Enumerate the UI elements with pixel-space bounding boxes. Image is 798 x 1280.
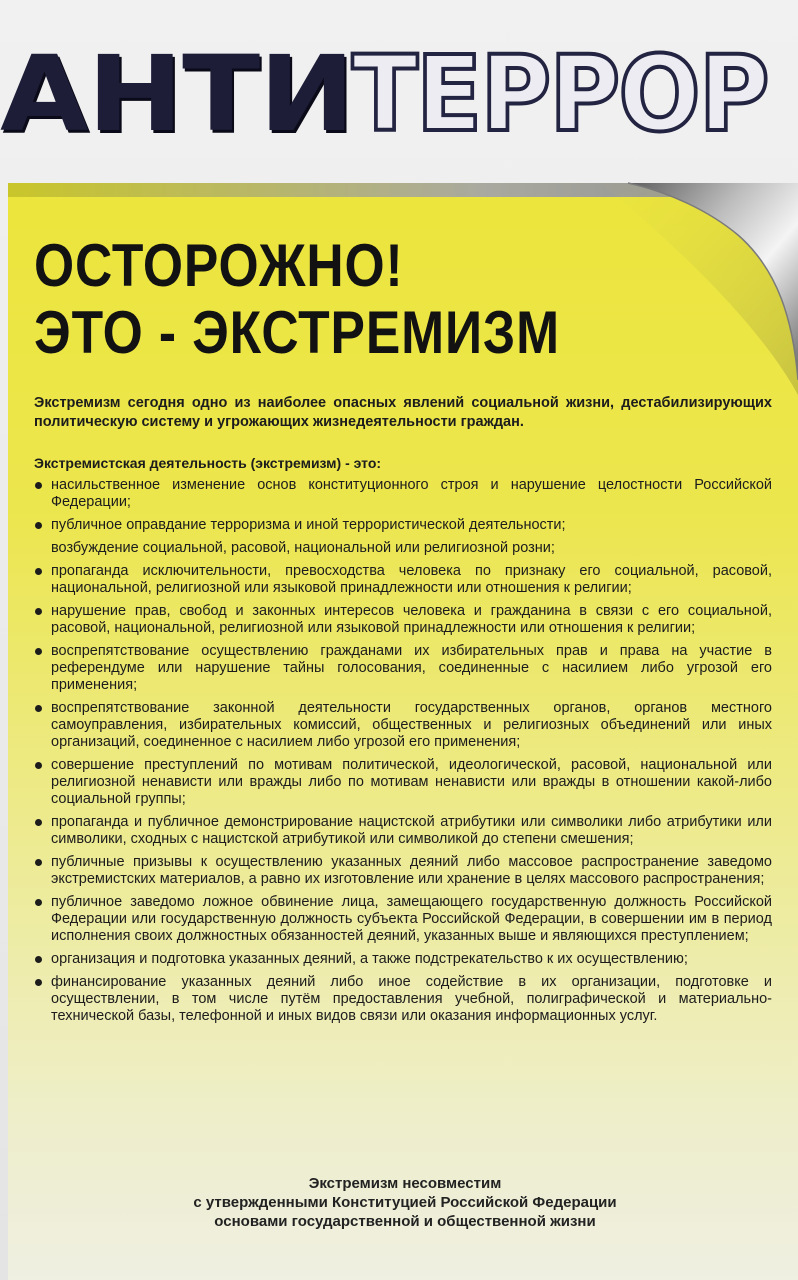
- header-terror-word: ТЕРРОР: [352, 34, 768, 154]
- intro-paragraph: Экстремизм сегодня одно из наиболее опасных явлений социальной жизни, дестабилизирующих политическую систему и угрожающих жизнедеятельности граждан.: [34, 395, 772, 430]
- list-heading: Экстремистская деятельность (экстремизм) - это:: [34, 455, 382, 471]
- list-item: финансирование указанных деяний либо иное содействие в их организации, подготовке и осуществлении, в том числе путём предоставления учебной, полиграфической и материально-технической базы, телефонной и иных видов связи или оказания информационных услуг.: [34, 974, 772, 1025]
- content: [34, 394, 772, 1031]
- list-item: публичное заведомо ложное обвинение лица, замещающего государственную должность Российской Федерации или государственную должность субъекта Российской Федерации, в совершении им в период исполнения своих должностных обязанностей деяний, указанных выше и являющихся преступлением;: [34, 894, 772, 945]
- header-banner: [0, 34, 798, 154]
- list-item: публичное оправдание терроризма и иной террористической деятельности;: [34, 517, 772, 534]
- list-item: публичные призывы к осуществлению указанных деяний либо массовое распространение заведомо экстремистских материалов, а равно их изготовление или хранение в целях массового распространения;: [34, 854, 772, 888]
- footer-line-2: с утвержденными Конституцией Российской Федерации: [193, 1194, 617, 1211]
- list-item: пропаганда и публичное демонстрирование нацистской атрибутики или символики либо атрибутики или символики, сходных с нацистской атрибутикой или символикой до степени смешения;: [34, 814, 772, 848]
- page-title: [34, 232, 560, 366]
- list-item: насильственное изменение основ конституционного строя и нарушение целостности Российской Федерации;: [34, 477, 772, 511]
- list-item: организация и подготовка указанных деяний, а также подстрекательство к их осуществлению;: [34, 951, 772, 968]
- list-item: совершение преступлений по мотивам политической, идеологической, расовой, национальной или религиозной ненависти или вражды либо по мотивам ненависти или вражды в отношении какой-либо социальной группы;: [34, 757, 772, 808]
- page-curl-icon: [588, 180, 798, 395]
- list-item: воспрепятствование законной деятельности государственных органов, органов местного самоуправления, избирательных комиссий, общественных и религиозных объединений или иных организаций, соединенное с насилием либо угрозой его применения;: [34, 700, 772, 751]
- footer-note: [60, 1174, 750, 1231]
- list-item: воспрепятствование осуществлению гражданами их избирательных прав и права на участие в референдуме или нарушение тайны голосования, соединенные с насилием либо угрозой его применения;: [34, 643, 772, 694]
- list-item: пропаганда исключительности, превосходства человека по признаку его социальной, расовой, национальной, религиозной или языковой принадлежности или отношения к религии;: [34, 563, 772, 597]
- list-item: возбуждение социальной, расовой, национальной или религиозной розни;: [51, 540, 555, 556]
- title-line-2: ЭТО - ЭКСТРЕМИЗМ: [34, 299, 560, 366]
- title-line-1: ОСТОРОЖНО!: [34, 232, 404, 299]
- header-anti-word: АНТИ: [0, 34, 354, 154]
- footer-line-1: Экстремизм несовместим: [308, 1175, 502, 1192]
- extremism-list: [34, 477, 772, 1025]
- list-item: нарушение прав, свобод и законных интересов человека и гражданина в связи с его социальной, расовой, национальной, религиозной или языковой принадлежности или отношения к религии;: [34, 603, 772, 637]
- footer-line-3: основами государственной и общественной жизни: [214, 1213, 596, 1230]
